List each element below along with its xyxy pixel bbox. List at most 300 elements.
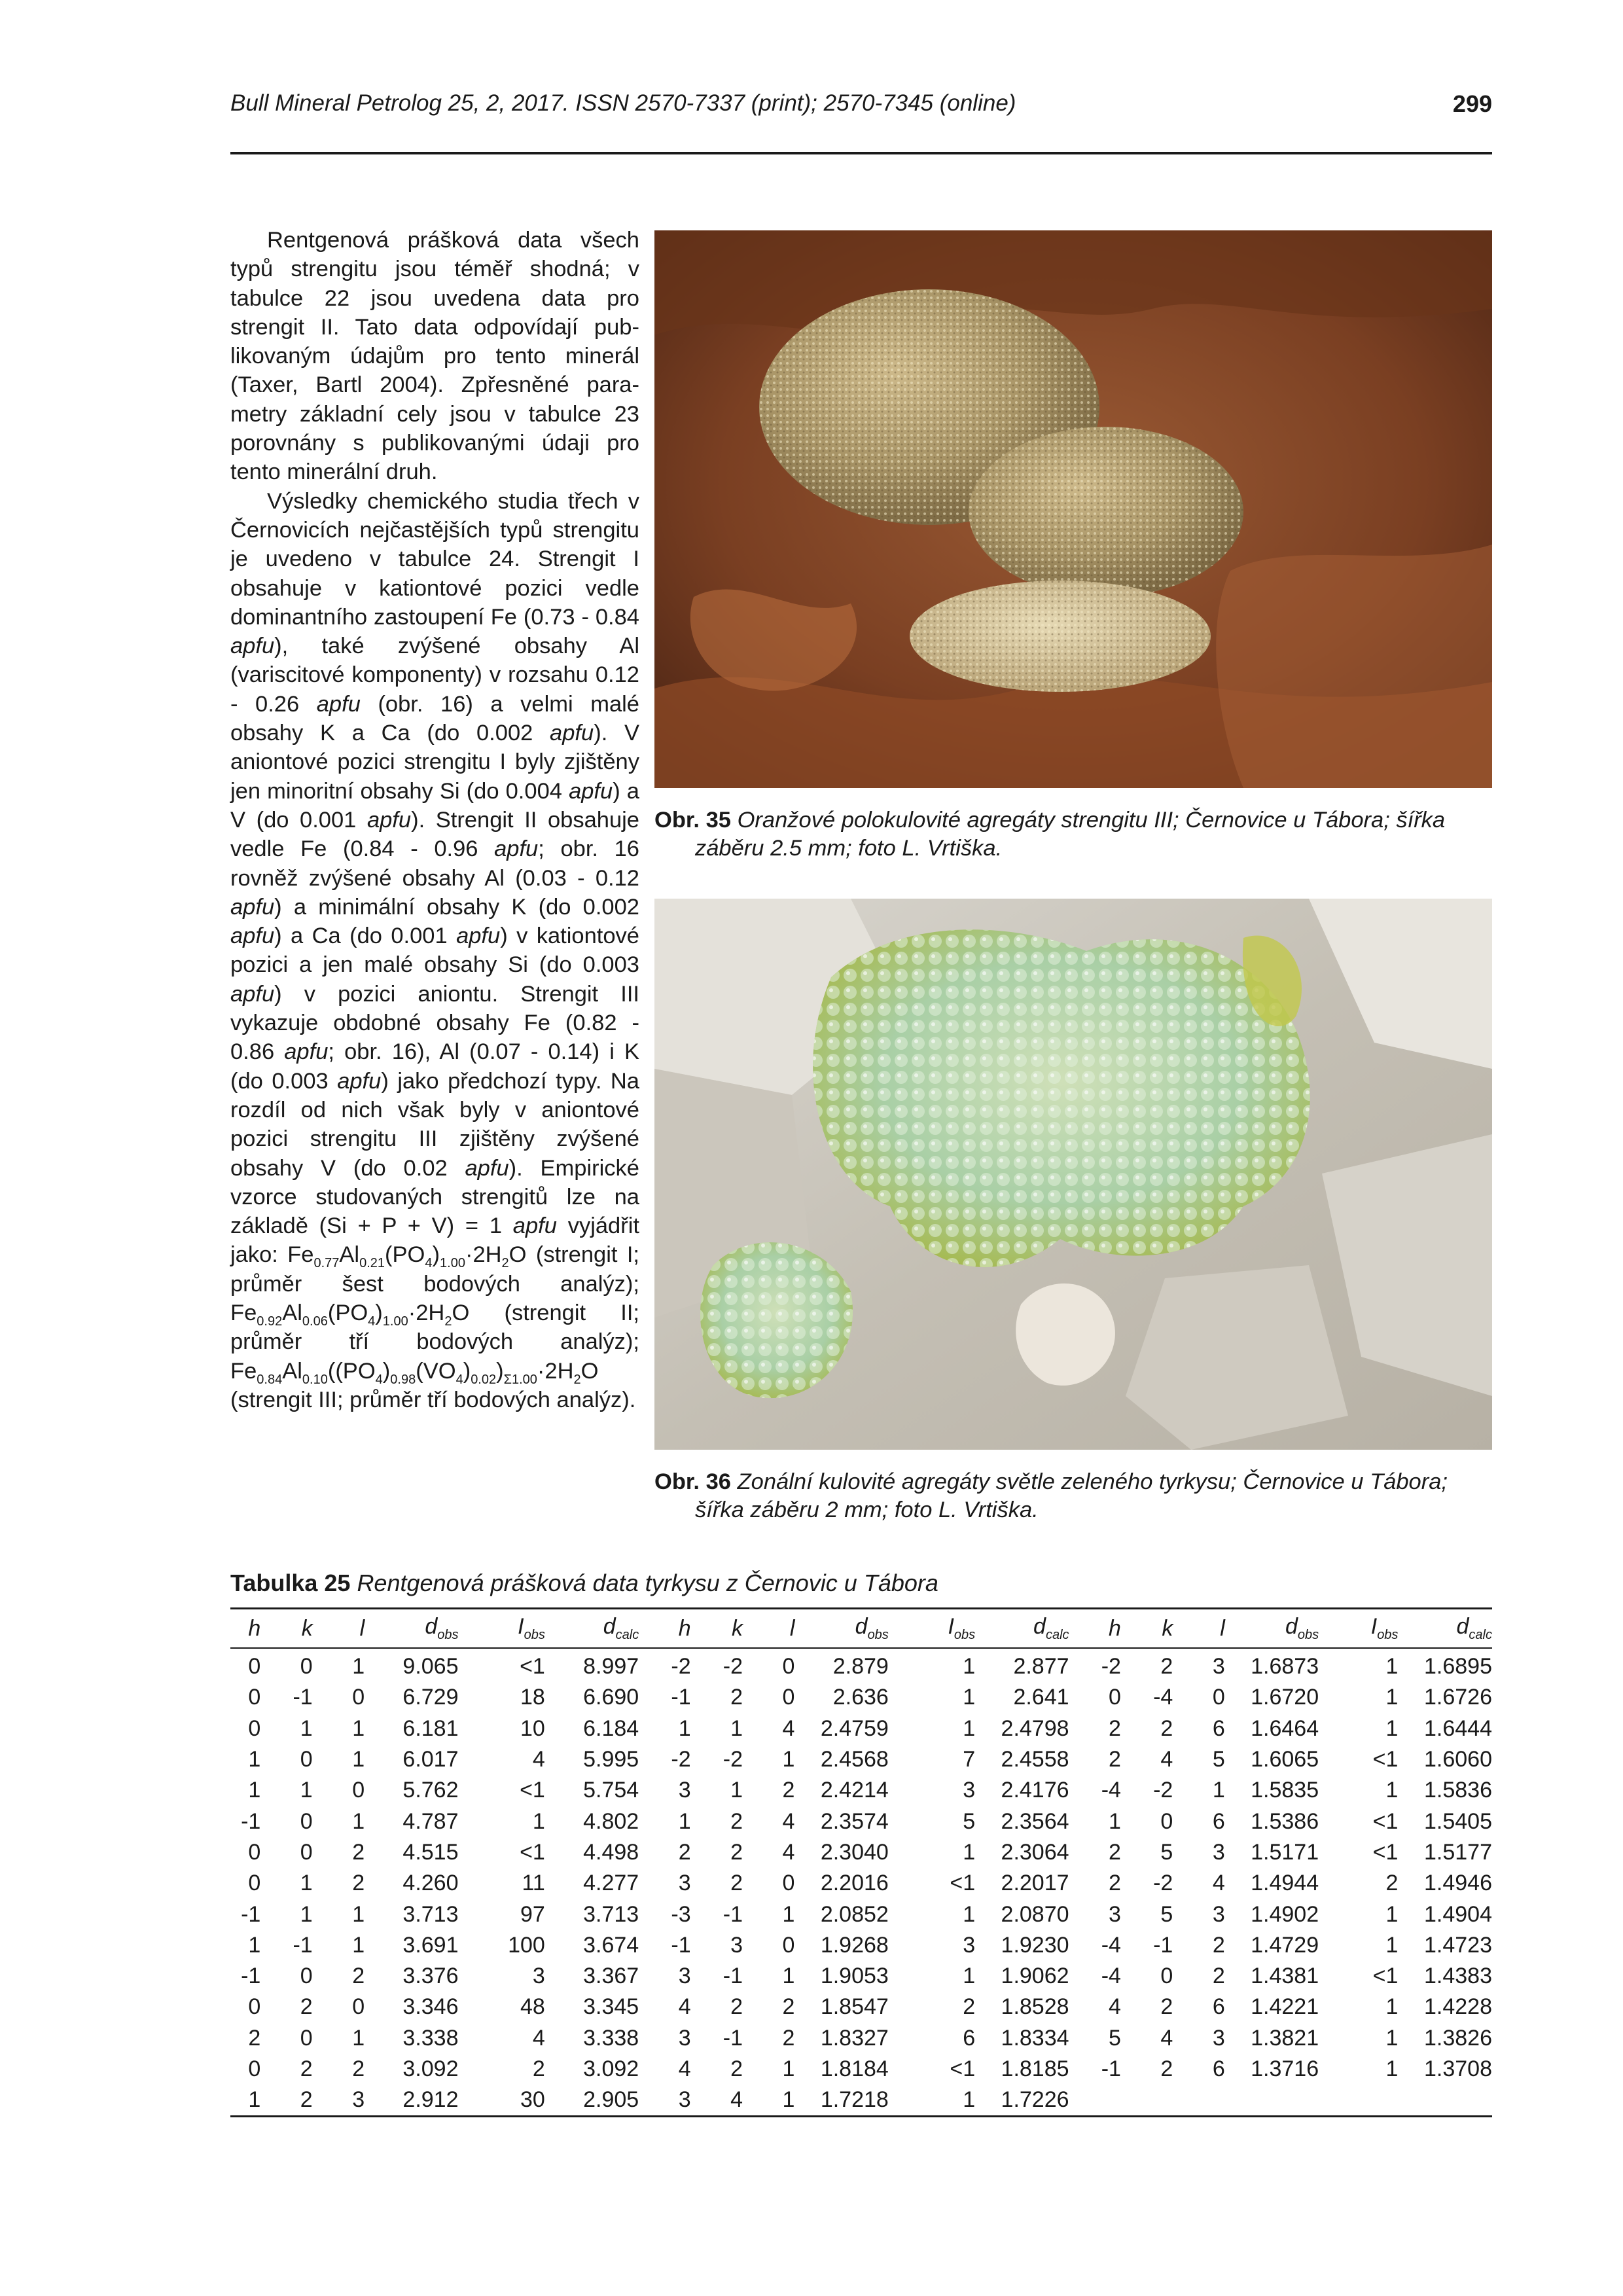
table-cell: 3	[532, 1964, 545, 1989]
table-cell: 5	[963, 1808, 976, 1834]
table-cell: <1	[1372, 1839, 1399, 1865]
table-cell: 0	[248, 1654, 261, 1679]
table-cell: 2.0870	[1001, 1901, 1069, 1927]
body-text-column	[230, 226, 639, 1414]
table-cell: 0	[300, 1808, 313, 1834]
table-cell: 2.2016	[820, 1871, 889, 1896]
table-cell: 3.376	[402, 1964, 459, 1989]
table-cell: 1.7218	[820, 2087, 889, 2113]
table-cell: -1	[241, 1901, 261, 1927]
table-cell: 1.6720	[1251, 1685, 1319, 1710]
header-rule	[230, 152, 1492, 154]
table-cell: 1.3826	[1424, 2025, 1492, 2051]
table-cell: 1.5171	[1251, 1839, 1319, 1865]
table-cell: 2.2017	[1001, 1871, 1069, 1896]
table-cell: 2	[730, 1839, 743, 1865]
table-cell: 2.4759	[820, 1715, 889, 1741]
table-cell: 6.017	[402, 1747, 459, 1772]
table-cell: 1	[1109, 1808, 1121, 1834]
table-cell: 0	[300, 1654, 313, 1679]
table-cell: 2.3040	[820, 1839, 889, 1865]
table-cell: 1.6444	[1424, 1715, 1492, 1741]
table-cell: 1.8547	[820, 1994, 889, 2020]
table-cell: 3	[352, 2087, 365, 2113]
table-cell: 2	[352, 1871, 365, 1896]
table-row	[230, 2023, 1492, 2054]
table-cell: 1.6065	[1251, 1747, 1319, 1772]
table-cell: 1.9053	[820, 1964, 889, 1989]
table-cell: 2.3574	[820, 1808, 889, 1834]
table-cell: 4	[1212, 1871, 1225, 1896]
table-cell: 2	[963, 1994, 976, 2020]
table-cell: 1.8185	[1001, 2056, 1069, 2081]
photo-strengit-aggregates	[654, 230, 1492, 788]
table-cell: -4	[1101, 1932, 1121, 1958]
table-cell: 4.498	[583, 1839, 639, 1865]
table-cell: 3	[730, 1932, 743, 1958]
formula-strengit-3: $Fe_{0.84}Al_{0.10}((PO_4)_{0.98}(VO_4)_{0.02})_{\Sigma 1.00}\cdot 2H_2O$	[230, 1358, 599, 1387]
table-cell: 1	[352, 1901, 365, 1927]
table-cell	[1225, 2085, 1319, 2115]
table-cell: 3.367	[583, 1964, 639, 1989]
table-cell: 1.6873	[1251, 1654, 1319, 1679]
table-cell: -1	[671, 1932, 691, 1958]
table-cell: 4	[730, 2087, 743, 2113]
table-cell: 3.713	[583, 1901, 639, 1927]
table-cell: 3.691	[402, 1932, 459, 1958]
table-cell: 1.5835	[1251, 1778, 1319, 1803]
table-cell: -1	[1101, 2056, 1121, 2081]
table-cell: 1	[248, 2087, 261, 2113]
table-cell: 2	[1212, 1964, 1225, 1989]
table-cell: -1	[722, 1901, 743, 1927]
table-cell: 3	[1212, 2025, 1225, 2051]
table-cell	[1121, 2085, 1173, 2115]
table-cell: <1	[1372, 1964, 1399, 1989]
table-cell: -1	[722, 2025, 743, 2051]
table-cell: 1	[678, 1715, 691, 1741]
table-row	[230, 1806, 1492, 1837]
table-cell: 1.6895	[1424, 1654, 1492, 1679]
table-row	[230, 1868, 1492, 1899]
table-cell: 1.3716	[1251, 2056, 1319, 2081]
table-cell: 2.641	[1013, 1685, 1069, 1710]
table-row	[230, 1837, 1492, 1868]
table-cell: 1	[782, 2087, 795, 2113]
table-cell: 7	[963, 1747, 976, 1772]
photo-turquoise-aggregates	[654, 899, 1492, 1450]
table-cell: 0	[352, 1778, 365, 1803]
table-cell: 0	[352, 1685, 365, 1710]
table-row	[230, 1744, 1492, 1775]
table-cell: 1	[352, 1715, 365, 1741]
table-cell: 1	[532, 1808, 545, 1834]
table-cell: 3.338	[583, 2025, 639, 2051]
table-cell: 2	[352, 1964, 365, 1989]
table-title: Tabulka 25 Rentgenová prášková data tyrkysu z Černovic u Tábora	[230, 1570, 938, 1596]
table-row	[230, 1930, 1492, 1961]
table-cell: 4	[782, 1715, 795, 1741]
table-cell: 1	[678, 1808, 691, 1834]
table-cell: 2.4798	[1001, 1715, 1069, 1741]
table-cell: 1	[963, 1715, 976, 1741]
table-cell: 6	[1212, 1808, 1225, 1834]
table-cell: 5	[1212, 1747, 1225, 1772]
table-cell: 100	[508, 1932, 545, 1958]
table-cell: <1	[950, 2056, 976, 2081]
table-cell: 0	[300, 1747, 313, 1772]
table-cell: 4.260	[402, 1871, 459, 1896]
table-cell: 3.346	[402, 1994, 459, 2020]
table-cell: 5	[1160, 1839, 1173, 1865]
table-cell: 1.6726	[1424, 1685, 1492, 1710]
table-cell: 3	[1212, 1839, 1225, 1865]
table-cell: 1.4904	[1424, 1901, 1492, 1927]
table-cell: 4	[1109, 1994, 1121, 2020]
table-cell: 1.8184	[820, 2056, 889, 2081]
table-cell: 1	[1385, 1932, 1399, 1958]
table-cell: 2	[730, 2056, 743, 2081]
table-cell: -2	[1153, 1871, 1173, 1896]
table-cell: 1.3821	[1251, 2025, 1319, 2051]
table-cell: 1.8327	[820, 2025, 889, 2051]
table-cell: 1	[963, 1901, 976, 1927]
table-cell: -1	[241, 1808, 261, 1834]
table-cell: -1	[671, 1685, 691, 1710]
table-cell: 30	[520, 2087, 545, 2113]
table-cell: 1	[963, 1654, 976, 1679]
table-cell: 1.8528	[1001, 1994, 1069, 2020]
table-row	[230, 1713, 1492, 1744]
table-cell: 1	[1385, 1715, 1399, 1741]
table-cell: 4.802	[583, 1808, 639, 1834]
table-cell: 3.338	[402, 2025, 459, 2051]
table-cell: 2.912	[402, 2087, 459, 2113]
table-cell: 1.4944	[1251, 1871, 1319, 1896]
table-cell: -2	[1153, 1778, 1173, 1803]
table-cell: 1.5405	[1424, 1808, 1492, 1834]
table-cell: 1	[782, 1747, 795, 1772]
table-cell: 11	[522, 1871, 545, 1896]
table-cell: -1	[293, 1685, 313, 1710]
table-cell: 4	[678, 1994, 691, 2020]
table-cell: 0	[300, 2025, 313, 2051]
table-cell: 2	[248, 2025, 261, 2051]
table-cell: 2	[730, 1685, 743, 1710]
table-cell: 0	[300, 1839, 313, 1865]
table-cell: 6	[1212, 1715, 1225, 1741]
table-cell: 3	[678, 1778, 691, 1803]
table-row	[230, 2085, 1492, 2115]
table-cell: 0	[248, 1871, 261, 1896]
table-cell: 1.9268	[820, 1932, 889, 1958]
table-bottom-rule	[230, 2115, 1492, 2117]
table-cell: 1	[782, 2056, 795, 2081]
table-cell: 2	[300, 2087, 313, 2113]
table-cell: 3	[1212, 1654, 1225, 1679]
table-cell: -4	[1101, 1964, 1121, 1989]
table-cell: 2	[730, 1808, 743, 1834]
table-cell: 2.636	[832, 1685, 889, 1710]
table-cell: 2	[1109, 1715, 1121, 1741]
table-cell: 1.5177	[1424, 1839, 1492, 1865]
table-cell: 18	[520, 1685, 545, 1710]
table-cell: 1.7226	[1001, 2087, 1069, 2113]
table-cell: 3	[678, 2087, 691, 2113]
table-cell	[1069, 2085, 1121, 2115]
table-cell: 5.754	[583, 1778, 639, 1803]
table-cell: 2	[1109, 1747, 1121, 1772]
table-cell: 4	[782, 1839, 795, 1865]
table-cell: 6	[1212, 2056, 1225, 2081]
table-cell: 4	[1160, 2025, 1173, 2051]
table-cell: 3	[1212, 1901, 1225, 1927]
table-cell: 1	[963, 1839, 976, 1865]
table-row	[230, 2054, 1492, 2085]
table-cell: -2	[1101, 1654, 1121, 1679]
table-cell: -2	[722, 1747, 743, 1772]
table-cell: 1	[1212, 1778, 1225, 1803]
table-cell: 6.729	[402, 1685, 459, 1710]
table-cell: 1	[1385, 1901, 1399, 1927]
table-cell: -4	[1101, 1778, 1121, 1803]
table-cell: 2	[782, 2025, 795, 2051]
table-cell	[1173, 2085, 1224, 2115]
table-cell: 6	[963, 2025, 976, 2051]
figure-35-caption: Obr. 35 Oranžové polokulovité agregáty strengitu III; Černovice u Tábora; šířka záběru 2.5 mm; foto L. Vrtiška.	[654, 808, 1446, 861]
table-row	[230, 1992, 1492, 2022]
table-cell: 1.6464	[1251, 1715, 1319, 1741]
table-cell: 2	[1212, 1932, 1225, 1958]
table-cell: 4	[532, 2025, 545, 2051]
table-cell: 1	[1385, 1778, 1399, 1803]
table-cell: 1	[352, 1808, 365, 1834]
table-cell: 1.4902	[1251, 1901, 1319, 1927]
table-cell: 5.995	[583, 1747, 639, 1772]
table-cell: 0	[248, 1839, 261, 1865]
table-cell: 1.4946	[1424, 1871, 1492, 1896]
table-cell: 1	[248, 1932, 261, 1958]
table-cell: 3	[678, 1964, 691, 1989]
table-cell: 4	[1160, 1747, 1173, 1772]
table-cell: 3	[963, 1778, 976, 1803]
table-cell: 6.181	[402, 1715, 459, 1741]
table-cell: 5	[1109, 2025, 1121, 2051]
table-cell: 1.6060	[1424, 1747, 1492, 1772]
table-cell: -2	[671, 1747, 691, 1772]
table-cell	[1398, 2085, 1492, 2115]
table-cell: 1.5836	[1424, 1778, 1492, 1803]
table-cell: 6.690	[583, 1685, 639, 1710]
table-cell: 10	[520, 1715, 545, 1741]
table-cell: 4.787	[402, 1808, 459, 1834]
table-cell: 2.4214	[820, 1778, 889, 1803]
running-header	[230, 90, 1492, 119]
table-cell: 1	[300, 1715, 313, 1741]
table-cell: 1.4221	[1251, 1994, 1319, 2020]
table-cell: 1.4381	[1251, 1964, 1319, 1989]
table-cell: <1	[950, 1871, 976, 1896]
table-cell: 1	[963, 1685, 976, 1710]
figure-35	[654, 230, 1492, 863]
table-cell: 0	[248, 2056, 261, 2081]
table-cell: 0	[352, 1994, 365, 2020]
table-cell: 3.713	[402, 1901, 459, 1927]
table-cell: 0	[782, 1871, 795, 1896]
table-cell: 8.997	[583, 1654, 639, 1679]
table-cell: -3	[671, 1901, 691, 1927]
figure-36	[654, 899, 1492, 1524]
table-cell: <1	[520, 1778, 545, 1803]
table-cell: 3	[678, 1871, 691, 1896]
table-cell: 1.4228	[1424, 1994, 1492, 2020]
table-cell: 1.4723	[1424, 1932, 1492, 1958]
table-cell: 4.277	[583, 1871, 639, 1896]
table-cell: 1	[352, 1654, 365, 1679]
table-cell: <1	[520, 1839, 545, 1865]
table-cell: -2	[671, 1654, 691, 1679]
page-number: 299	[1452, 90, 1492, 117]
table-row	[230, 1682, 1492, 1713]
table-cell: 5	[1160, 1901, 1173, 1927]
table-cell: 2	[1160, 1994, 1173, 2020]
table-cell: 0	[300, 1964, 313, 1989]
table-cell: 2.877	[1013, 1654, 1069, 1679]
table-row	[230, 1899, 1492, 1929]
table-cell: 0	[1160, 1964, 1173, 1989]
table-cell: 0	[248, 1994, 261, 2020]
paragraph-1: Rentgenová prášková data všech typů strengitu jsou téměř shodná; v tabulce 22 jsou uvedena data pro strengit II. Tato data odpovídají publikovaným údajům pro tento minerál (Taxer, Bartl 2004). Zpřesněné parametry základní cely jsou v tabulce 23 porovnány s publikovanými údaji pro tento minerální druh.	[230, 228, 639, 485]
table-cell: 2	[1385, 1871, 1399, 1896]
table-cell: 2.3564	[1001, 1808, 1069, 1834]
table-cell: 2.3064	[1001, 1839, 1069, 1865]
table-cell: 1	[300, 1871, 313, 1896]
table-cell: -2	[722, 1654, 743, 1679]
table-cell: -1	[1153, 1932, 1173, 1958]
table-cell: 1	[1385, 1685, 1399, 1710]
table-cell: <1	[1372, 1747, 1399, 1772]
table-cell: 1.8334	[1001, 2025, 1069, 2051]
table-cell: 1	[963, 2087, 976, 2113]
table-cell: 2	[1160, 1715, 1173, 1741]
table-cell: 1	[248, 1778, 261, 1803]
table-cell: 0	[1109, 1685, 1121, 1710]
figure-36-caption: Obr. 36 Zonální kulovité agregáty světle zeleného tyrkysu; Černovice u Tábora; šířka záběru 2 mm; foto L. Vrtiška.	[654, 1469, 1448, 1522]
table-cell: 2	[300, 1994, 313, 2020]
table-25	[230, 1570, 1492, 2117]
table-cell: 3.674	[583, 1932, 639, 1958]
table-cell: 2	[352, 1839, 365, 1865]
table-cell: 1	[352, 1747, 365, 1772]
table-cell: 3.092	[583, 2056, 639, 2081]
table-cell: 2	[782, 1994, 795, 2020]
table-cell: 1	[1385, 2025, 1399, 2051]
table-cell: 1	[1385, 2056, 1399, 2081]
table-cell: 5.762	[402, 1778, 459, 1803]
table-cell: 4	[678, 2056, 691, 2081]
table-row	[230, 1775, 1492, 1806]
table-cell: 2	[1160, 1654, 1173, 1679]
table-cell: 2.4176	[1001, 1778, 1069, 1803]
table-cell: 0	[1160, 1808, 1173, 1834]
table-cell: 2	[1109, 1871, 1121, 1896]
table-cell: 0	[1212, 1685, 1225, 1710]
table-cell: -1	[293, 1932, 313, 1958]
table-cell: 2	[1160, 2056, 1173, 2081]
table-cell: 1	[963, 1964, 976, 1989]
table-cell: 2	[730, 1994, 743, 2020]
table-cell: 2	[532, 2056, 545, 2081]
table-cell: 2	[730, 1871, 743, 1896]
table-cell: 4.515	[402, 1839, 459, 1865]
table-cell: 3.092	[402, 2056, 459, 2081]
table-cell: 1	[782, 1964, 795, 1989]
table-cell: 4	[532, 1747, 545, 1772]
table-cell: 1	[352, 1932, 365, 1958]
table-cell: 1	[782, 1901, 795, 1927]
table-cell: 3	[1109, 1901, 1121, 1927]
table-cell: 48	[520, 1994, 545, 2020]
table-cell: 6.184	[583, 1715, 639, 1741]
journal-citation: Bull Mineral Petrolog 25, 2, 2017. ISSN 2570-7337 (print); 2570-7345 (online)	[230, 90, 1016, 116]
table-cell: 1.9230	[1001, 1932, 1069, 1958]
table-cell: 2	[1109, 1839, 1121, 1865]
table-cell: <1	[520, 1654, 545, 1679]
table-cell: -4	[1153, 1685, 1173, 1710]
table-cell: 1	[730, 1715, 743, 1741]
table-cell: 97	[520, 1901, 545, 1927]
table-cell: 1.3708	[1424, 2056, 1492, 2081]
table-cell: 1.4729	[1251, 1932, 1319, 1958]
table-cell: 1.9062	[1001, 1964, 1069, 1989]
table-cell: 1	[300, 1778, 313, 1803]
xrd-data-table	[230, 1609, 1492, 2115]
table-cell: 2	[782, 1778, 795, 1803]
table-cell: 2.879	[832, 1654, 889, 1679]
table-header-row: h k l $d_{obs}$ $I_{obs}$ $d_{calc}$ h k l $d_{obs}$ $I_{obs}$ $d_{calc}$ h k l $d_{obs}$ $I_{obs}$ $d_{calc}$	[230, 1609, 1492, 1648]
table-cell: 0	[248, 1685, 261, 1710]
table-row	[230, 1648, 1492, 1682]
table-cell: 6	[1212, 1994, 1225, 2020]
table-cell: 1	[730, 1778, 743, 1803]
formula-strengit-1: $Fe_{0.77}Al_{0.21}(PO_4)_{1.00}\cdot 2H_2O$	[287, 1242, 527, 1271]
table-cell: 4	[782, 1808, 795, 1834]
table-row	[230, 1961, 1492, 1992]
table-cell	[1319, 2085, 1398, 2115]
table-cell: 1	[1385, 1994, 1399, 2020]
table-cell: 2.4568	[820, 1747, 889, 1772]
table-cell: 1	[300, 1901, 313, 1927]
table-cell: 2	[300, 2056, 313, 2081]
table-cell: 2.4558	[1001, 1747, 1069, 1772]
table-cell: 1	[352, 2025, 365, 2051]
table-cell: -1	[722, 1964, 743, 1989]
table-cell: -1	[241, 1964, 261, 1989]
table-cell: 1.5386	[1251, 1808, 1319, 1834]
table-cell: 3	[963, 1932, 976, 1958]
paragraph-2: Výsledky chemického studia třech v Černovicích nejčastějších typů strengitu je uvedeno v tabulce 24. Strengit I obsahuje v kationtové pozici vedle dominantního zastoupení Fe (0.73 - 0.84 apfu), také zvýšené obsahy Al (variscitové komponenty) v rozsahu 0.12 - 0.26 apfu (obr. 16) a velmi malé obsahy K a Ca (do 0.002 apfu). V aniontové pozici strengitu I byly zjištěny jen minoritní obsahy Si (do 0.004 apfu) a V (do 0.001 apfu). Strengit II obsahuje vedle Fe (0.84 - 0.96 apfu; obr. 16 rovněž zvýšené obsahy Al (0.03 - 0.12 apfu) a minimální obsahy K (do 0.002 apfu) a Ca (do 0.001 apfu) v kationtové pozici a jen malé obsahy Si (do 0.003 apfu) v pozici aniontu. Strengit III vykazuje obdobné obsahy Fe (0.82 - 0.86 apfu; obr. 16), Al (0.07 - 0.14) i K (do 0.003 apfu) jako předchozí typy. Na rozdíl od nich však byly v aniontové pozici strengitu III zjištěny zvýšené obsahy V (do 0.02 apfu). Empirické vzorce studovaných strengitů lze na základě (Si + P + V) = 1 apfu vyjádřit jako: $Fe_{0.77}Al_{0.21}(PO_4)_{1.00}\cdot 2H_2O$ (strengit I; průměr šest bodových analýz); $Fe_{0.92}Al_{0.06}(PO_4)_{1.00}\cdot 2H_2O$ (strengit II; průměr tří bodových analýz); $Fe_{0.84}Al_{0.10}((PO_4)_{0.98}(VO_4)_{0.02})_{\Sigma 1.00}\cdot 2H_2O$ (strengit III; průměr tří bodových analýz).	[230, 488, 640, 1412]
table-cell: 2.905	[583, 2087, 639, 2113]
table-cell: 0	[782, 1654, 795, 1679]
table-cell: 2	[352, 2056, 365, 2081]
table-cell: 9.065	[402, 1654, 459, 1679]
table-cell: 1	[1385, 1654, 1399, 1679]
table-cell: <1	[1372, 1808, 1399, 1834]
table-cell: 0	[248, 1715, 261, 1741]
table-cell: 0	[782, 1685, 795, 1710]
table-cell: 1	[248, 1747, 261, 1772]
table-cell: 3.345	[583, 1994, 639, 2020]
